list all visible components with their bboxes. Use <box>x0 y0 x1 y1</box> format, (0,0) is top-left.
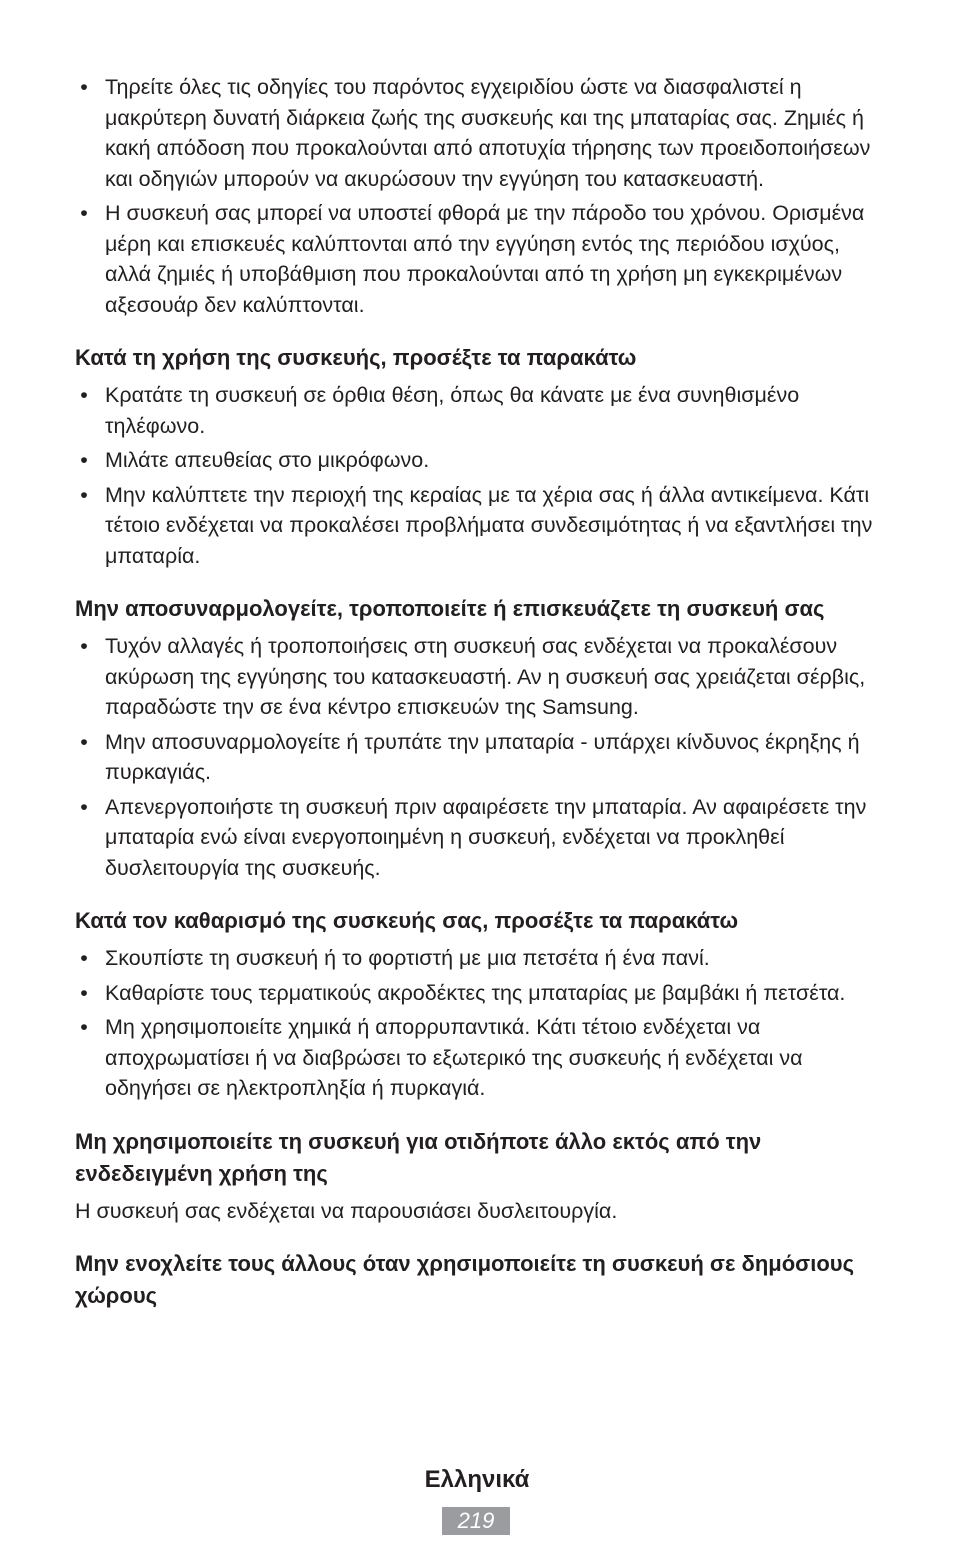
list-item <box>75 727 885 788</box>
bullet-list <box>75 943 885 1104</box>
section-heading: Μην ενοχλείτε τους άλλους όταν χρησιμοποιείτε τη συσκευή σε δημόσιους χώρους <box>75 1251 855 1308</box>
list-item <box>75 943 885 974</box>
list-item-text: Η συσκευή σας μπορεί να υποστεί φθορά με την πάροδο του χρόνου. Ορισμένα μέρη και επισκευές καλύπτονται από την εγγύηση εντός της περιόδου ισχύος, αλλά ζημιές ή υποβάθμιση που προκαλούνται από τη χρήση μη εγκεκριμένων αξεσουάρ δεν καλύπτονται. <box>105 201 865 317</box>
section-usage-precautions <box>75 342 885 571</box>
list-item <box>75 380 885 441</box>
list-item-text: Σκουπίστε τη συσκευή ή το φορτιστή με μια πετσέτα ή ένα πανί. <box>105 946 710 970</box>
bullet-icon: • <box>80 729 88 754</box>
list-item-text: Μην αποσυναρμολογείτε ή τρυπάτε την μπαταρία - υπάρχει κίνδυνος έκρηξης ή πυρκαγιάς. <box>105 729 860 784</box>
bullet-icon: • <box>80 980 88 1005</box>
section-public-places <box>75 1248 885 1312</box>
page-number-badge: 219 <box>442 1507 510 1535</box>
list-item-text: Μη χρησιμοποιείτε χημικά ή απορρυπαντικά. Κάτι τέτοιο ενδέχεται να αποχρωματίσει ή να διαβρώσει το εξωτερικό της συσκευής ή ενδέχεται να οδηγήσει σε ηλεκτροπληξία ή πυρκαγιά. <box>105 1015 803 1100</box>
bullet-list <box>75 631 885 883</box>
list-item-text: Μιλάτε απευθείας στο μικρόφωνο. <box>105 448 430 472</box>
bullet-icon: • <box>80 1015 88 1039</box>
list-item <box>75 978 885 1009</box>
section-heading: Μη χρησιμοποιείτε τη συσκευή για οτιδήποτε άλλο εκτός από την ενδεδειγμένη χρήση της <box>75 1128 762 1186</box>
section-do-not-disassemble <box>75 593 885 883</box>
bullet-icon: • <box>80 201 88 225</box>
bullet-list <box>75 380 885 571</box>
bullet-icon: • <box>80 448 88 472</box>
list-item-text: Τηρείτε όλες τις οδηγίες του παρόντος εγχειριδίου ώστε να διασφαλιστεί η μακρύτερη δυνατή διάρκεια ζωής της συσκευής και της μπαταρίας σας. Ζημιές ή κακή απόδοση που προκαλούνται από αποτυχία τήρησης των προειδοποιήσεων και οδηγιών μπορούν να ακυρώσουν την εγγύηση του κατασκευαστή. <box>105 75 871 191</box>
list-item <box>75 198 885 320</box>
list-item-text: Τυχόν αλλαγές ή τροποποιήσεις στη συσκευή σας ενδέχεται να προκαλέσουν ακύρωση της εγγύησης του κατασκευαστή. Αν η συσκευή σας χρειάζεται σέρβις, παραδώστε την σε ένα κέντρο επισκευών της Samsung. <box>105 634 866 719</box>
section-intended-use <box>75 1126 885 1227</box>
section-heading: Κατά τον καθαρισμό της συσκευής σας, προσέξτε τα παρακάτω <box>75 908 739 933</box>
bullet-icon: • <box>80 794 88 819</box>
bullet-icon: • <box>80 383 88 407</box>
bullet-icon: • <box>80 482 88 507</box>
list-item <box>75 445 885 476</box>
bullet-icon: • <box>80 634 88 658</box>
page-content <box>75 72 885 1318</box>
list-item <box>75 792 885 884</box>
list-item-text: Καθαρίστε τους τερματικούς ακροδέκτες της μπαταρίας με βαμβάκι ή πετσέτα. <box>105 980 846 1005</box>
section-cleaning-precautions <box>75 905 885 1104</box>
list-item <box>75 1012 885 1104</box>
bullet-icon: • <box>80 946 88 970</box>
list-item <box>75 480 885 572</box>
list-item <box>75 631 885 723</box>
section-heading: Μην αποσυναρμολογείτε, τροποποιείτε ή επισκευάζετε τη συσκευή σας <box>75 596 825 621</box>
list-item-text: Κρατάτε τη συσκευή σε όρθια θέση, όπως θα κάνατε με ένα συνηθισμένο τηλέφωνο. <box>105 383 800 438</box>
list-item-text: Απενεργοποιήστε τη συσκευή πριν αφαιρέσετε την μπαταρία. Αν αφαιρέσετε την μπαταρία ενώ είναι ενεργοποιημένη η συσκευή, ενδέχεται να προκληθεί δυσλειτουργία της συσκευής. <box>105 794 867 880</box>
section-heading: Κατά τη χρήση της συσκευής, προσέξτε τα παρακάτω <box>75 345 637 370</box>
bullet-icon: • <box>80 75 88 99</box>
intro-bullet-list <box>75 72 885 320</box>
list-item-text: Μην καλύπτετε την περιοχή της κεραίας με τα χέρια σας ή άλλα αντικείμενα. Κάτι τέτοιο ενδέχεται να προκαλέσει προβλήματα συνδεσιμότητας ή να εξαντλήσει την μπαταρία. <box>105 482 873 568</box>
list-item <box>75 72 885 194</box>
section-paragraph: Η συσκευή σας ενδέχεται να παρουσιάσει δυσλειτουργία. <box>75 1198 618 1223</box>
footer-language-label: Ελληνικά <box>424 1466 530 1493</box>
